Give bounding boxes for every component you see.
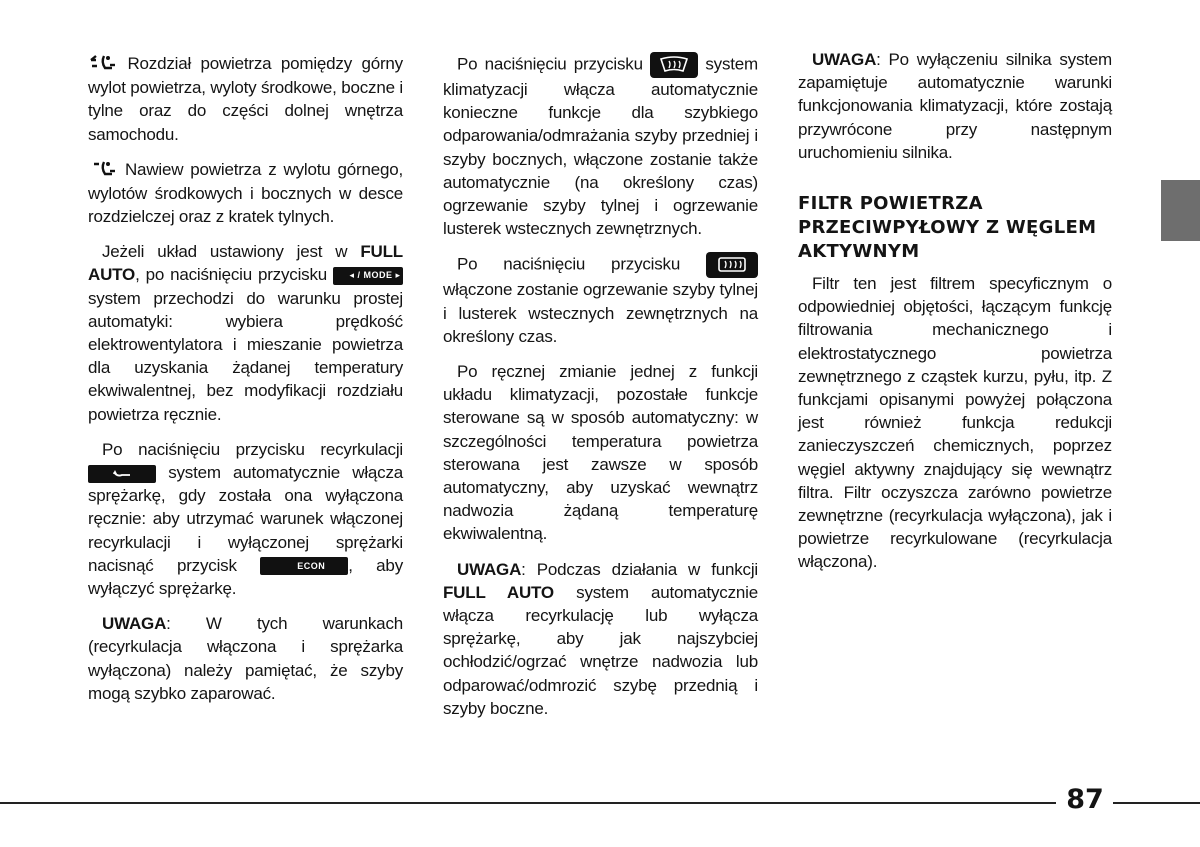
paragraph-manual-change [443,360,758,546]
defrost-button-image [650,52,698,78]
paragraph-recirculation [88,438,403,600]
paragraph-note [88,612,403,705]
airflow-upper-middle-icon [88,159,118,182]
text: : Podczas działania w funkcji [521,559,758,579]
text: Filtr ten jest filtrem specyficznym o odpowiedniej objętości, łączącym funkcję filtrowania mechanicznego i elektrostatycznego powietrza zewnętrznego z cząstek kurzu, pyłu, itp. Z funkcjami opisanymi powyżej połączona jest również funkcja redukcji zanieczyszczeń chemicznych, poprzez węgiel aktywny znajdujący się wewnątrz filtra. Filtr oczyszcza zarówno powietrze zewnętrzne (recyrkulacja wyłączona), jak i powietrze recyrkulowane (recyrkulacja włączona). [798,274,1112,572]
footer-rule-left [0,802,1056,804]
paragraph-note [443,558,758,720]
note-label: UWAGA [812,50,877,69]
paragraph-rear-heater [443,252,758,348]
text: , aby wyłączyć sprężarkę. [88,555,403,599]
section-tab-marker [1161,180,1200,241]
column-middle [443,52,758,732]
paragraph-note [798,48,1112,164]
airflow-upper-middle-lower-icon [88,53,118,76]
full-auto-label: FULL AUTO [443,582,554,602]
note-label: UWAGA [102,614,167,634]
text: system automatycznie włącza recyrkulację lub wyłącza sprężarkę, aby jak najszybciej ochłodzić/ogrzać wnętrze nadwozia lub odparować/odmrozić szybę przednią i szyby boczne. [443,582,758,718]
text: Po ręcznej zmianie jednej z funkcji układu klimatyzacji, pozostałe funkcje sterowane są w sposób automatyczny: w szczególności temperatura powietrza sterowana jest zawsze w sposób automatyczny, aby uzyskać wewnątrz nadwozia żądaną temperaturę ekwiwalentną. [443,362,758,544]
text: system przechodzi do warunku prostej automatyki: wybiera prędkość elektrowentylatora i mieszanie powietrza dla uzyskania żądanej temperatury ekwiwalentnej, bez modyfikacji rozdziału powietrza ręcznie. [88,288,403,424]
mode-button-image: ◂ / MODE ▸ [333,267,403,285]
recirculation-button-image [88,465,156,483]
page-number: 87 [1066,784,1104,815]
text: włączone zostanie ogrzewanie szyby tylnej i lusterek wstecznych zewnętrznych na określony czas. [443,280,758,346]
text: Rozdział powietrza pomiędzy górny wylot powietrza, wyloty środkowe, boczne i tylne oraz do części dolnej wnętrza samochodu. [88,54,403,144]
paragraph-defrost [443,52,758,240]
full-auto-label: FULL AUTO [88,242,403,285]
text: Po naciśnięciu przycisku [457,254,706,274]
text: system klimatyzacji włącza automatycznie konieczne funkcje dla szybkiego odparowania/odmrażania szyby przedniej i szyby bocznych, włączone zostanie także automatycznie (na określony czas) ogrzewanie szyby tylnej i ogrzewanie lusterek wstecznych zewnętrznych. [443,54,758,239]
column-left [88,52,403,717]
econ-button-image: ECON [260,557,348,575]
note-label: UWAGA [457,559,522,579]
windshield-defrost-icon [659,56,689,74]
text: , po naciśnięciu przycisku [135,265,333,285]
paragraph-airflow-distribution [88,52,403,146]
paragraph-airflow-upper [88,158,403,229]
paragraph-filter [798,272,1112,574]
text: Jeżeli układ ustawiony jest w [102,242,361,262]
column-right [798,48,1112,586]
footer-rule-right [1113,802,1200,804]
rear-heater-button-image [706,252,758,278]
text: system automatycznie włącza sprężarkę, gdy została ona wyłączona ręcznie: aby utrzymać warunek włączonej recyrkulacji i wyłączonej sprężarki nacisnąć przycisk [88,463,403,575]
recirculation-arrow-icon [111,469,133,479]
text: Po naciśnięciu przycisku recyrkulacji [102,439,403,459]
rear-window-heater-icon [717,256,747,274]
text: Po naciśnięciu przycisku [457,54,651,74]
paragraph-mode-button [88,240,403,426]
section-heading: FILTR POWIETRZA PRZECIWPYŁOWY Z WĘGLEM AKTYWNYM [798,193,1097,263]
text: : W tych warunkach (recyrkulacja włączona i sprężarka wyłączona) należy pamiętać, że szyby mogą szybko zaparować. [88,614,403,703]
text: : Po wyłączeniu silnika system zapamiętuje automatycznie warunki funkcjonowania klimatyzacji, które zostają przywrócone przy następnym uruchomieniu silnika. [798,50,1112,162]
text: Nawiew powietrza z wylotu górnego, wylotów środkowych i bocznych w desce rozdzielczej oraz z kratek tylnych. [88,159,403,227]
